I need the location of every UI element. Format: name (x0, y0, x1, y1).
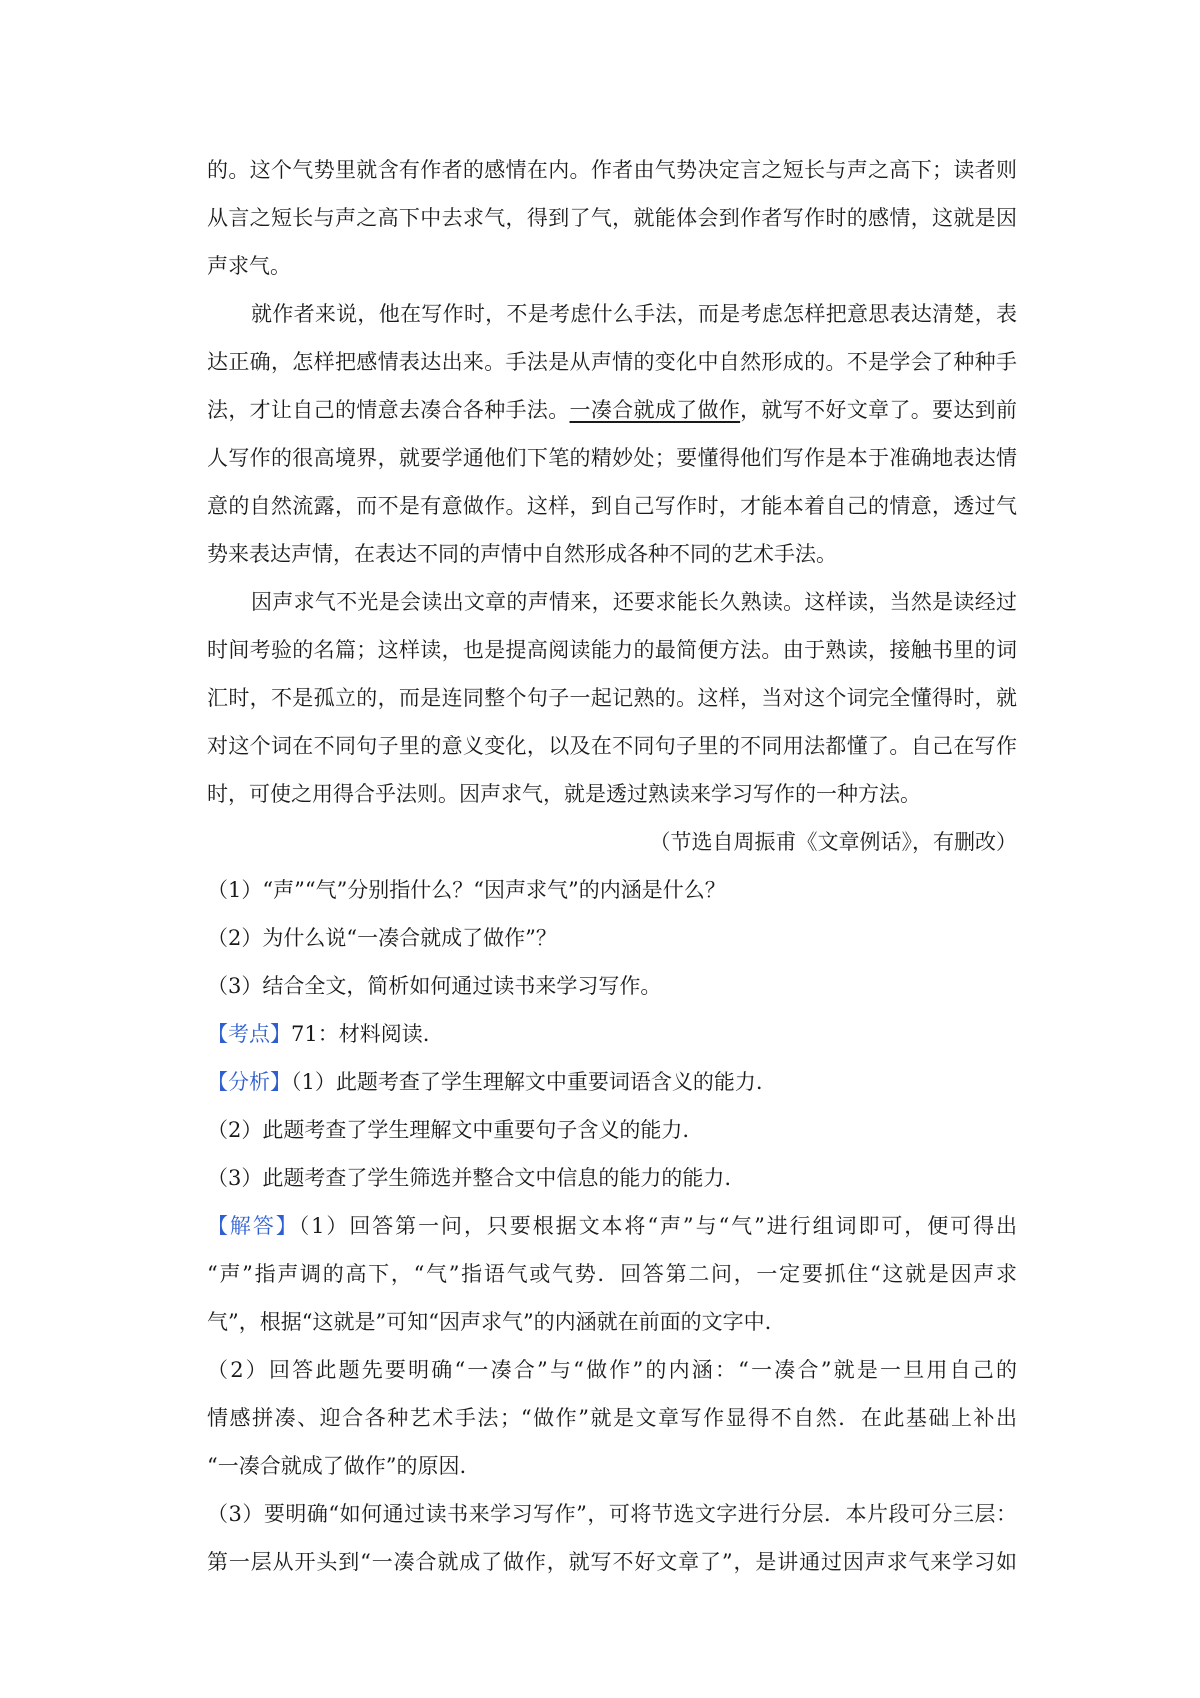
jieda-text: （1）回答第一问，只要根据文本将“声”与“气”进行组词即可，便可得出 (298, 1214, 1017, 1238)
jieda-tag: 【解答】 (207, 1214, 299, 1238)
question-item: （3）结合全文，简析如何通过读书来学习写作。 (207, 974, 662, 998)
kaodian-tag: 【考点】 (207, 1022, 291, 1046)
jieda-line: （2）回答此题先要明确“一凑合”与“做作”的内涵：“一凑合”就是一旦用自己的 (207, 1358, 1017, 1382)
passage-text: ，就写不好文章了。要达到前 (740, 398, 1018, 422)
jieda-line (207, 1202, 1017, 1250)
jieda-line: “声”指声调的高下，“气”指语气或气势．回答第二问，一定要抓住“这就是因声求 (207, 1262, 1017, 1286)
passage-line: 意的自然流露，而不是有意做作。这样，到自己写作时，才能本着自己的情意，透过气 (207, 494, 1017, 518)
passage-line: 声求气。 (207, 254, 291, 278)
document-page (207, 146, 1017, 1586)
passage-line: 就作者来说，他在写作时，不是考虑什么手法，而是考虑怎样把意思表达清楚，表 (251, 302, 1017, 326)
jieda-line: “一凑合就成了做作”的原因. (207, 1454, 467, 1478)
passage-line: 因声求气不光是会读出文章的声情来，还要求能长久熟读。这样读，当然是读经过 (251, 590, 1017, 614)
question-item: （2）为什么说“一凑合就成了做作”？ (207, 926, 557, 950)
passage-line: 势来表达声情，在表达不同的声情中自然形成各种不同的艺术手法。 (207, 542, 837, 566)
passage-line (207, 386, 1017, 434)
passage-line: 人写作的很高境界，就要学通他们下笔的精妙处；要懂得他们写作是本于准确地表达情 (207, 446, 1017, 470)
fenxi-line (207, 1058, 1017, 1106)
passage-line: 汇时，不是孤立的，而是连同整个句子一起记熟的。这样，当对这个词完全懂得时，就 (207, 686, 1017, 710)
passage-line: 从言之短长与声之高下中去求气，得到了气，就能体会到作者写作时的感情，这就是因 (207, 206, 1017, 230)
underlined-phrase: 一凑合就成了做作 (569, 398, 741, 422)
fenxi-tag: 【分析】 (207, 1070, 291, 1094)
fenxi-line: （2）此题考查了学生理解文中重要句子含义的能力. (207, 1118, 690, 1142)
passage-line: 时间考验的名篇；这样读，也是提高阅读能力的最简便方法。由于熟读，接触书里的词 (207, 638, 1017, 662)
passage-text: 法，才让自己的情意去凑合各种手法。 (207, 398, 570, 422)
jieda-line: 情感拼凑、迎合各种艺术手法；“做作”就是文章写作显得不自然．在此基础上补出 (207, 1406, 1017, 1430)
fenxi-line: （3）此题考查了学生筛选并整合文中信息的能力的能力. (207, 1166, 732, 1190)
kaodian-line (207, 1010, 1017, 1058)
passage-line: 对这个词在不同句子里的意义变化，以及在不同句子里的不同用法都懂了。自己在写作 (207, 734, 1017, 758)
jieda-line: （3）要明确“如何通过读书来学习写作”，可将节选文字进行分层．本片段可分三层： (207, 1502, 1017, 1526)
jieda-line: 第一层从开头到“一凑合就成了做作，就写不好文章了”，是讲通过因声求气来学习如 (207, 1550, 1017, 1574)
passage-line: 达正确，怎样把感情表达出来。手法是从声情的变化中自然形成的。不是学会了种种手 (207, 350, 1017, 374)
question-item: （1）“声”“气”分别指什么？“因声求气”的内涵是什么？ (207, 878, 726, 902)
source-citation: （节选自周振甫《文章例话》，有删改） (649, 830, 1017, 854)
passage-line: 的。这个气势里就含有作者的感情在内。作者由气势决定言之短长与声之高下；读者则 (207, 158, 1017, 182)
kaodian-text: 71：材料阅读. (291, 1022, 430, 1046)
fenxi-text: （1）此题考查了学生理解文中重要词语含义的能力. (291, 1070, 763, 1094)
passage-line: 时，可使之用得合乎法则。因声求气，就是透过熟读来学习写作的一种方法。 (207, 782, 921, 806)
jieda-line: 气”，根据“这就是”可知“因声求气”的内涵就在前面的文字中. (207, 1310, 772, 1334)
